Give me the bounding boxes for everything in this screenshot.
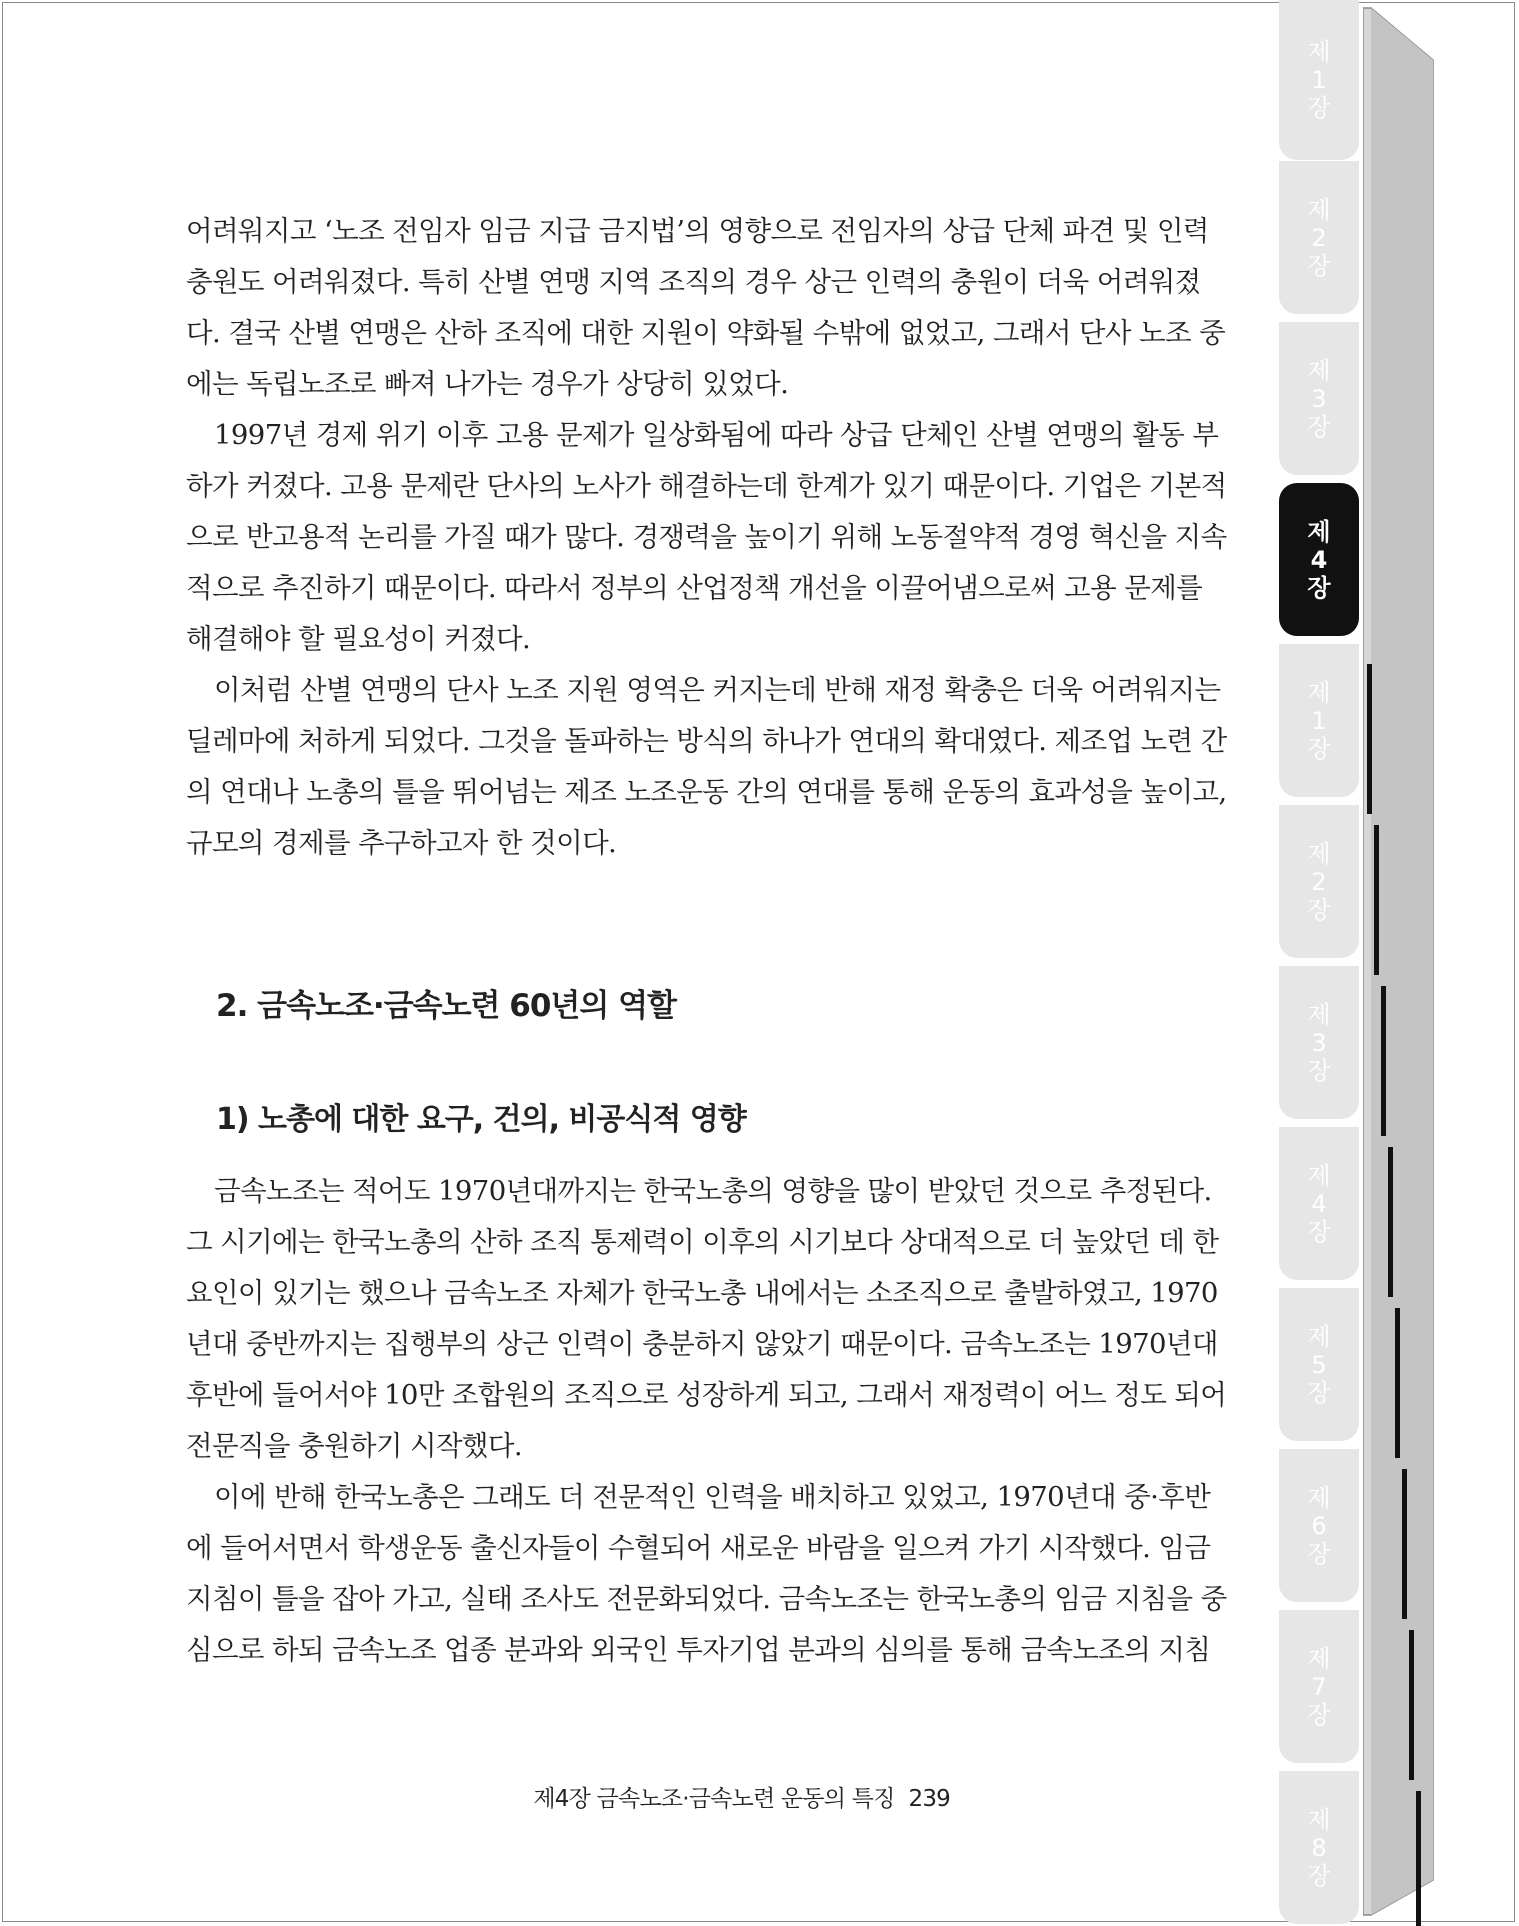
tab-char: 장 bbox=[1307, 734, 1331, 763]
chapter-tab[interactable] bbox=[1279, 483, 1359, 636]
book-page-edges bbox=[1363, 0, 1513, 1926]
text-line: 의 연대나 노총의 틀을 뛰어넘는 제조 노조운동 간의 연대를 통해 운동의 효과성을 높이고, bbox=[186, 776, 1227, 808]
tab-char: 제 bbox=[1307, 356, 1331, 385]
tab-char: 장 bbox=[1307, 1539, 1331, 1568]
chapter-tab[interactable] bbox=[1279, 161, 1359, 314]
edge-mark bbox=[1381, 986, 1386, 1136]
tab-char: 7 bbox=[1311, 1672, 1327, 1701]
text-line: 규모의 경제를 추구하고자 한 것이다. bbox=[186, 827, 617, 859]
text-line: 으로 반고용적 논리를 가질 때가 많다. 경쟁력을 높이기 위해 노동절약적 경영 혁신을 지속 bbox=[186, 521, 1227, 553]
tab-char: 장 bbox=[1307, 1217, 1331, 1246]
chapter-thumb-index bbox=[1279, 0, 1519, 1926]
chapter-tab[interactable] bbox=[1279, 1449, 1359, 1602]
tab-char: 6 bbox=[1311, 1511, 1327, 1540]
edge-mark bbox=[1409, 1630, 1414, 1780]
tab-char: 장 bbox=[1307, 251, 1331, 280]
tab-char: 2 bbox=[1311, 867, 1327, 896]
text-line: 에는 독립노조로 빠져 나가는 경우가 상당히 있었다. bbox=[186, 368, 789, 400]
edge-mark bbox=[1374, 825, 1379, 975]
text-line: 다. 결국 산별 연맹은 산하 조직에 대한 지원이 약화될 수밖에 없었고, 그래서 단사 노조 중 bbox=[186, 317, 1226, 349]
edge-mark bbox=[1395, 1308, 1400, 1458]
chapter-tab[interactable] bbox=[1279, 1610, 1359, 1763]
text-line: 지침이 틀을 잡아 가고, 실태 조사도 전문화되었다. 금속노조는 한국노총의 임금 지침을 중 bbox=[186, 1583, 1227, 1615]
tab-char: 제 bbox=[1307, 1161, 1331, 1190]
chapter-tab[interactable] bbox=[1279, 644, 1359, 797]
tab-char: 제 bbox=[1307, 1805, 1331, 1834]
chapter-tab[interactable] bbox=[1279, 0, 1359, 160]
text-line: 딜레마에 처하게 되었다. 그것을 돌파하는 방식의 하나가 연대의 확대였다. 제조업 노련 간 bbox=[186, 725, 1227, 757]
text-line: 후반에 들어서야 10만 조합원의 조직으로 성장하게 되고, 그래서 재정력이 어느 정도 되어 bbox=[186, 1379, 1227, 1411]
text-line: 적으로 추진하기 때문이다. 따라서 정부의 산업정책 개선을 이끌어냄으로써 고용 문제를 bbox=[186, 572, 1203, 604]
tab-char: 제 bbox=[1307, 1322, 1331, 1351]
text-line: 전문직을 충원하기 시작했다. bbox=[186, 1430, 523, 1462]
text-line: 심으로 하되 금속노조 업종 분과와 외국인 투자기업 분과의 심의를 통해 금속노조의 지침 bbox=[186, 1634, 1211, 1666]
tab-char: 장 bbox=[1307, 1861, 1331, 1890]
tab-char: 3 bbox=[1311, 384, 1327, 413]
tab-char: 장 bbox=[1307, 1700, 1331, 1729]
text-line: 요인이 있기는 했으나 금속노조 자체가 한국노총 내에서는 소조직으로 출발하였고, 1970 bbox=[186, 1277, 1218, 1309]
chapter-tab[interactable] bbox=[1279, 966, 1359, 1119]
tab-char: 장 bbox=[1307, 1056, 1331, 1085]
tab-char: 1 bbox=[1311, 66, 1327, 94]
sub-heading: 1) 노총에 대한 요구, 건의, 비공식적 영향 bbox=[216, 1102, 746, 1137]
tab-char: 제 bbox=[1307, 517, 1331, 546]
text-line: 그 시기에는 한국노총의 산하 조직 통제력이 이후의 시기보다 상대적으로 더 높았던 데 한 bbox=[186, 1226, 1219, 1258]
text-line: 금속노조는 적어도 1970년대까지는 한국노총의 영향을 많이 받았던 것으로 추정된다. bbox=[214, 1175, 1212, 1207]
tab-char: 장 bbox=[1307, 573, 1331, 602]
text-line: 이에 반해 한국노총은 그래도 더 전문적인 인력을 배치하고 있었고, 1970년대 중·후반 bbox=[214, 1481, 1211, 1513]
chapter-tab[interactable] bbox=[1279, 322, 1359, 475]
tab-char: 제 bbox=[1307, 38, 1331, 66]
tab-char: 3 bbox=[1311, 1028, 1327, 1057]
tab-char: 장 bbox=[1307, 412, 1331, 441]
running-title: 제4장 금속노조·금속노련 운동의 특징 bbox=[533, 1786, 895, 1812]
text-line: 이처럼 산별 연맹의 단사 노조 지원 영역은 커지는데 반해 재정 확충은 더욱 어려워지는 bbox=[214, 674, 1221, 706]
tab-char: 장 bbox=[1307, 895, 1331, 924]
body-text-bottom bbox=[186, 1166, 1227, 1676]
text-line: 해결해야 할 필요성이 커졌다. bbox=[186, 623, 531, 655]
tab-char: 제 bbox=[1307, 1000, 1331, 1029]
edge-mark bbox=[1416, 1791, 1421, 1926]
edge-mark bbox=[1367, 664, 1372, 814]
chapter-tab[interactable] bbox=[1279, 805, 1359, 958]
text-line: 년대 중반까지는 집행부의 상근 인력이 충분하지 않았기 때문이다. 금속노조는 1970년대 bbox=[186, 1328, 1218, 1360]
tab-char: 제 bbox=[1307, 195, 1331, 224]
tab-char: 8 bbox=[1311, 1833, 1327, 1862]
edge-mark bbox=[1388, 1147, 1393, 1297]
text-line: 하가 커졌다. 고용 문제란 단사의 노사가 해결하는데 한계가 있기 때문이다. 기업은 기본적 bbox=[186, 470, 1227, 502]
page-footer bbox=[533, 1780, 950, 1813]
chapter-tab[interactable] bbox=[1279, 1771, 1359, 1924]
chapter-tab[interactable] bbox=[1279, 1288, 1359, 1441]
tab-char: 제 bbox=[1307, 1644, 1331, 1673]
chapter-tab[interactable] bbox=[1279, 1127, 1359, 1280]
tab-char: 제 bbox=[1307, 678, 1331, 707]
text-line: 에 들어서면서 학생운동 출신자들이 수혈되어 새로운 바람을 일으켜 가기 시작했다. 임금 bbox=[186, 1532, 1211, 1564]
tab-char: 2 bbox=[1311, 223, 1327, 252]
body-text-top bbox=[186, 206, 1227, 869]
section-heading: 2. 금속노조·금속노련 60년의 역할 bbox=[216, 988, 676, 1024]
edge-mark bbox=[1402, 1469, 1407, 1619]
tab-char: 5 bbox=[1311, 1350, 1327, 1379]
tab-char: 제 bbox=[1307, 1483, 1331, 1512]
text-line: 충원도 어려워졌다. 특히 산별 연맹 지역 조직의 경우 상근 인력의 충원이 더욱 어려워졌 bbox=[186, 266, 1201, 298]
tab-char: 1 bbox=[1311, 706, 1327, 735]
tab-char: 제 bbox=[1307, 839, 1331, 868]
tab-char: 4 bbox=[1310, 545, 1328, 574]
tab-char: 장 bbox=[1307, 1378, 1331, 1407]
tab-char: 장 bbox=[1307, 94, 1331, 122]
page-number: 239 bbox=[908, 1786, 950, 1812]
text-line: 어려워지고 ‘노조 전임자 임금 지급 금지법’의 영향으로 전임자의 상급 단체 파견 및 인력 bbox=[186, 215, 1209, 247]
text-line: 1997년 경제 위기 이후 고용 문제가 일상화됨에 따라 상급 단체인 산별 연맹의 활동 부 bbox=[214, 419, 1219, 451]
tab-char: 4 bbox=[1311, 1189, 1327, 1218]
